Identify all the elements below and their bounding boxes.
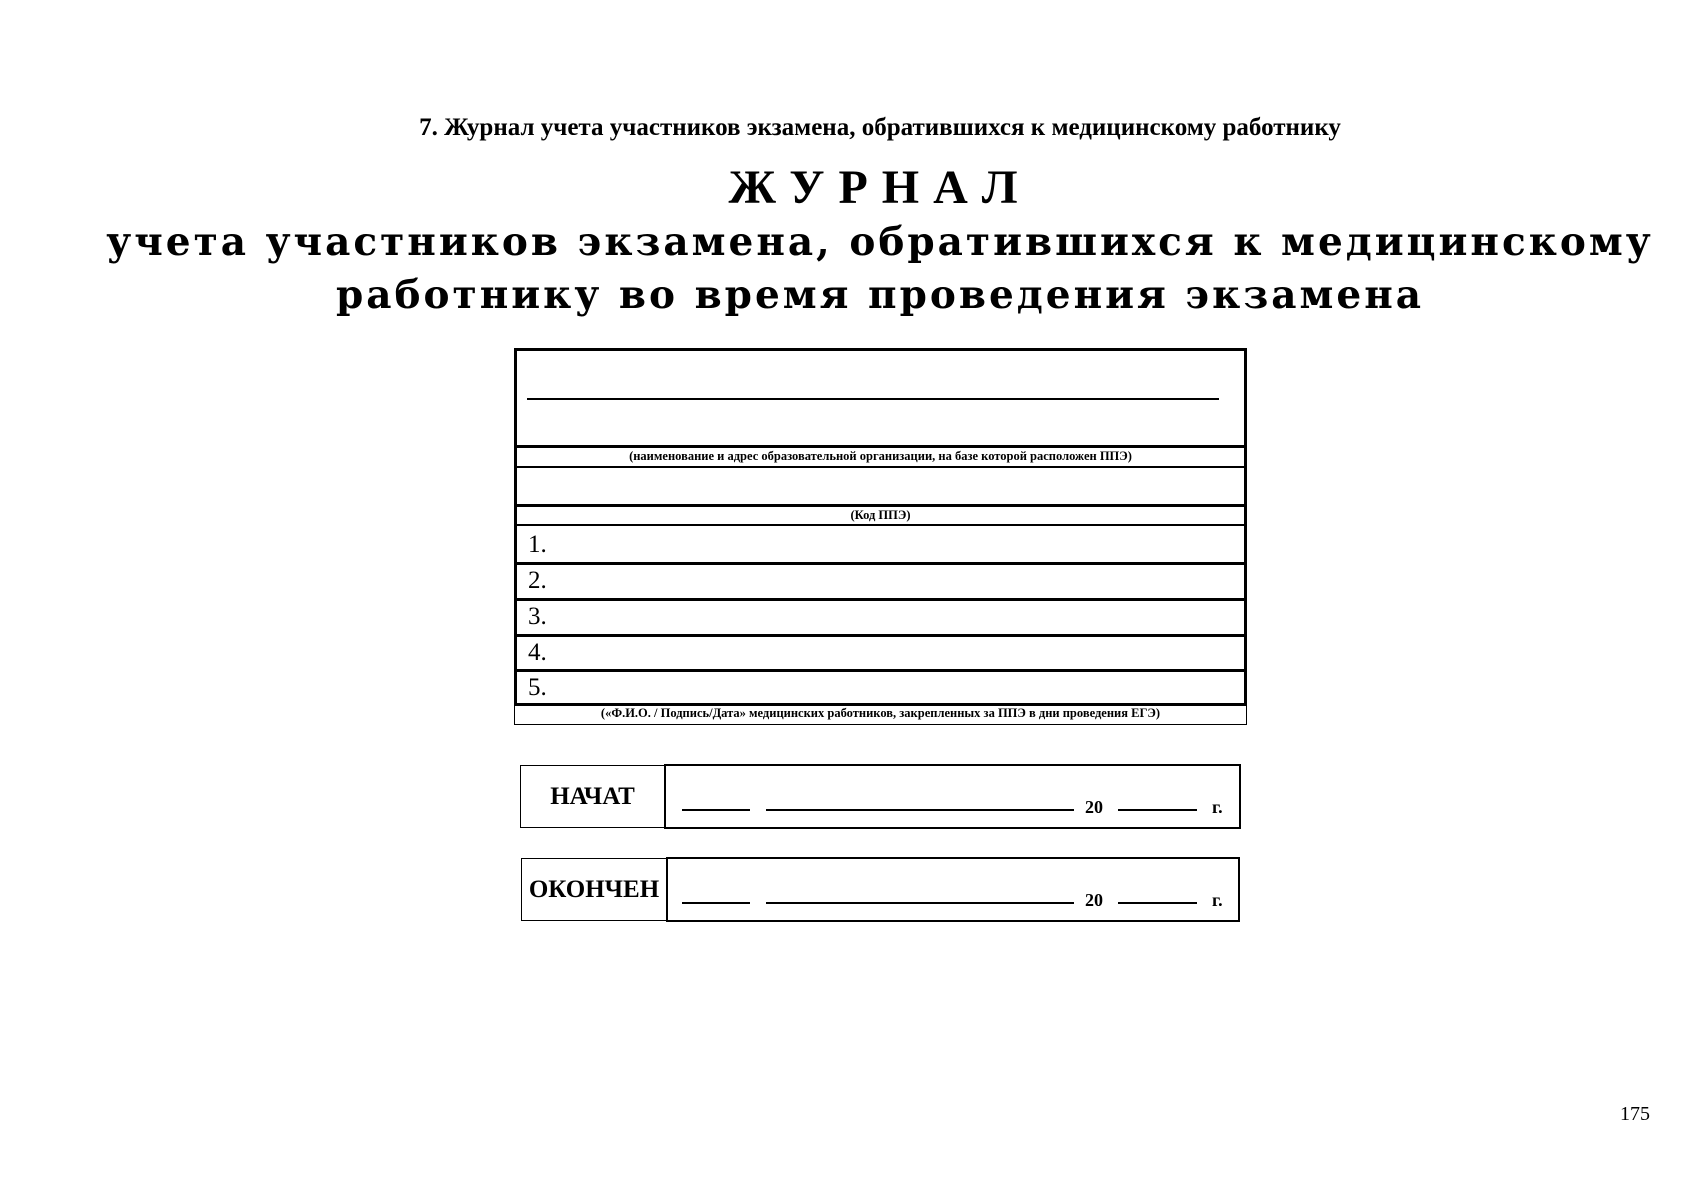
medic-row-1[interactable]: 1. [528,531,547,558]
org-name-blank-line[interactable] [527,398,1219,400]
started-day-blank[interactable] [682,809,750,811]
table-divider [514,445,1247,448]
medics-caption: («Ф.И.О. / Подпись/Дата» медицинских работников, закрепленных за ППЭ в дни проведения ЕГЭ) [514,704,1247,725]
finished-date-field[interactable] [666,857,1240,922]
finished-year-prefix: 20 [1085,890,1103,910]
table-divider [514,562,1247,565]
journal-subtitle-line-2: работнику во время проведения экзамена [335,272,1425,318]
finished-month-blank[interactable] [766,902,1074,904]
ppe-code-field[interactable] [517,468,1244,504]
table-divider [514,669,1247,672]
medic-row-4[interactable]: 4. [528,639,547,666]
table-divider [514,634,1247,637]
started-month-blank[interactable] [766,809,1074,811]
started-year-suffix: г. [1212,797,1223,817]
started-label: НАЧАТ [520,765,664,828]
ppe-code-caption: (Код ППЭ) [850,508,911,522]
medic-row-3[interactable]: 3. [528,603,547,630]
journal-subtitle-line-1: учета участников экзамена, обратившихся к медицинскому [106,219,1654,265]
journal-form-table [514,348,1247,706]
medic-row-2[interactable]: 2. [528,567,547,594]
finished-year-blank[interactable] [1118,902,1197,904]
started-year-blank[interactable] [1118,809,1197,811]
section-title: 7. Журнал учета участников экзамена, обратившихся к медицинскому работнику [419,114,1341,141]
journal-title: ЖУРНАЛ [728,161,1032,214]
finished-day-blank[interactable] [682,902,750,904]
started-date-field[interactable] [664,764,1241,829]
finished-year-suffix: г. [1212,890,1223,910]
medic-row-5[interactable]: 5. [528,674,547,701]
table-divider [514,504,1247,507]
org-caption: (наименование и адрес образовательной организации, на базе которой расположен ППЭ) [629,449,1132,463]
table-divider [514,598,1247,601]
finished-label: ОКОНЧЕН [521,858,666,921]
page-number: 175 [1620,1103,1650,1125]
table-divider [514,524,1247,526]
started-year-prefix: 20 [1085,797,1103,817]
